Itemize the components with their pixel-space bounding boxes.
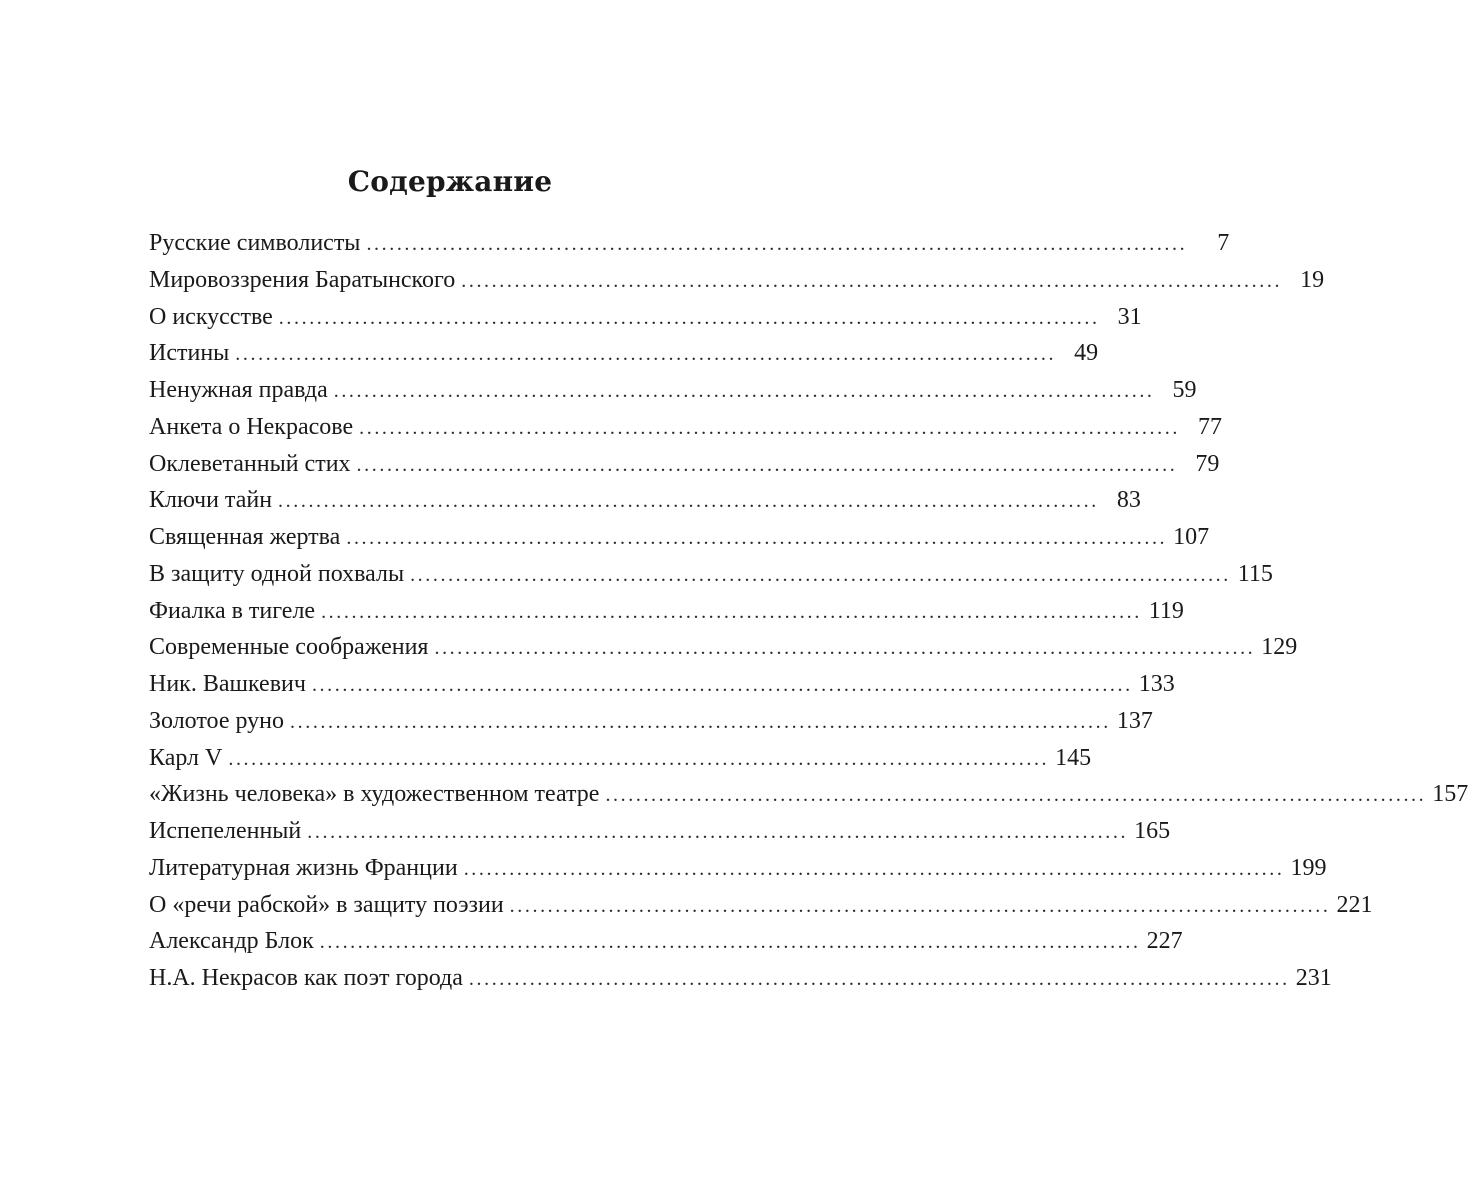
toc-entry[interactable]: [149, 629, 1298, 666]
toc-page-number: 79: [1195, 450, 1220, 477]
toc-entry[interactable]: [149, 262, 1325, 299]
toc-page-number: 137: [1116, 707, 1153, 734]
page-title: Содержание: [347, 165, 553, 198]
dot-leader: ............................................................................................................: [356, 453, 1178, 476]
toc-page-number: 83: [1116, 487, 1141, 514]
dot-leader: ............................................................................................................: [321, 600, 1142, 623]
dot-leader: ............................................................................................................: [461, 269, 1283, 292]
toc-entry-title: Современные соображения: [149, 634, 429, 661]
toc-page-number: 77: [1197, 413, 1222, 440]
toc-page-number: 165: [1134, 818, 1171, 844]
dot-leader: ............................................................................................................: [410, 563, 1231, 586]
toc-entry-title: Ключи тайн: [149, 487, 273, 514]
dot-leader: ............................................................................................................: [359, 416, 1180, 439]
dot-leader: ............................................................................................................: [509, 894, 1331, 917]
toc-page-number: 157: [1432, 781, 1468, 808]
toc-page-number: 119: [1148, 597, 1184, 624]
toc-entry[interactable]: [149, 703, 1153, 740]
toc-entry-title: О искусстве: [149, 303, 273, 330]
toc-entry[interactable]: [149, 593, 1184, 630]
dot-leader: ............................................................................................................: [235, 343, 1057, 366]
toc-entry[interactable]: [149, 409, 1222, 446]
dot-leader: ............................................................................................................: [333, 380, 1155, 402]
toc-page-number: 107: [1173, 524, 1210, 550]
toc-entry[interactable]: [149, 850, 1327, 887]
dot-leader: ............................................................................................................: [278, 306, 1100, 329]
toc-entry[interactable]: [149, 740, 1092, 777]
dot-leader: ............................................................................................................: [278, 490, 1099, 513]
toc-entry-title: Карл V: [149, 744, 223, 771]
toc-entry-title: Ник. Вашкевич: [149, 671, 306, 697]
toc-page-number: 227: [1146, 928, 1183, 955]
toc-entry-title: Оклеветанный стих: [149, 450, 351, 477]
toc-entry[interactable]: [149, 556, 1273, 593]
toc-entry-title: Литературная жизнь Франции: [149, 854, 458, 881]
toc-page-number: 7: [1217, 230, 1230, 256]
toc-entry-title: В защиту одной похвалы: [149, 560, 405, 587]
toc-entry[interactable]: [149, 372, 1197, 409]
toc-entry[interactable]: [149, 813, 1171, 850]
toc-entry-title: Испепеленный: [149, 818, 302, 844]
toc-entry[interactable]: [149, 335, 1099, 372]
toc-page-number: 133: [1138, 671, 1175, 697]
toc-page-number: 221: [1336, 891, 1373, 918]
toc-entry-title: Ненужная правда: [149, 377, 328, 403]
toc-page-number: 199: [1290, 854, 1327, 881]
toc-page-number: 115: [1237, 560, 1273, 587]
toc-entry[interactable]: [149, 446, 1220, 483]
toc-entry[interactable]: [149, 482, 1141, 519]
table-of-contents: [149, 225, 1468, 997]
toc-entry[interactable]: [149, 519, 1210, 556]
dot-leader: ............................................................................................................: [366, 233, 1188, 255]
toc-entry-title: Н.А. Некрасов как поэт города: [149, 965, 463, 991]
toc-entry-title: Мировоззрения Баратынского: [149, 266, 456, 293]
toc-entry-title: Священная жертва: [149, 524, 341, 550]
toc-page-number: 31: [1117, 303, 1142, 330]
toc-entry[interactable]: [149, 776, 1468, 813]
toc-entry-title: Русские символисты: [149, 230, 361, 256]
toc-entry-title: Анкета о Некрасове: [149, 413, 354, 440]
dot-leader: ............................................................................................................: [463, 857, 1285, 880]
toc-page-number: 59: [1172, 377, 1197, 403]
toc-entry[interactable]: [149, 225, 1230, 262]
dot-leader: ............................................................................................................: [605, 784, 1427, 807]
toc-entry-title: «Жизнь человека» в художественном театре: [149, 781, 600, 808]
dot-leader: ............................................................................................................: [319, 931, 1141, 954]
toc-entry-title: Александр Блок: [149, 928, 314, 955]
dot-leader: ............................................................................................................: [311, 674, 1133, 696]
toc-entry[interactable]: [149, 666, 1175, 703]
toc-entry[interactable]: [149, 887, 1373, 924]
toc-entry[interactable]: [149, 299, 1142, 336]
toc-entry[interactable]: [149, 960, 1332, 997]
dot-leader: ............................................................................................................: [468, 968, 1290, 990]
dot-leader: ............................................................................................................: [307, 821, 1129, 843]
toc-entry-title: Золотое руно: [149, 707, 285, 734]
toc-page-number: 49: [1074, 340, 1099, 367]
toc-entry-title: Истины: [149, 340, 230, 367]
dot-leader: ............................................................................................................: [346, 527, 1168, 549]
dot-leader: ............................................................................................................: [290, 710, 1111, 733]
toc-entry[interactable]: [149, 923, 1183, 960]
toc-entry-title: Фиалка в тигеле: [149, 597, 316, 624]
toc-page-number: 129: [1261, 634, 1298, 661]
toc-page-number: 19: [1300, 266, 1325, 293]
toc-entry-title: О «речи рабской» в защиту поэзии: [149, 891, 504, 918]
dot-leader: ............................................................................................................: [228, 747, 1050, 770]
toc-page-number: 145: [1055, 744, 1092, 771]
dot-leader: ............................................................................................................: [434, 637, 1256, 660]
toc-page-number: 231: [1295, 965, 1332, 991]
